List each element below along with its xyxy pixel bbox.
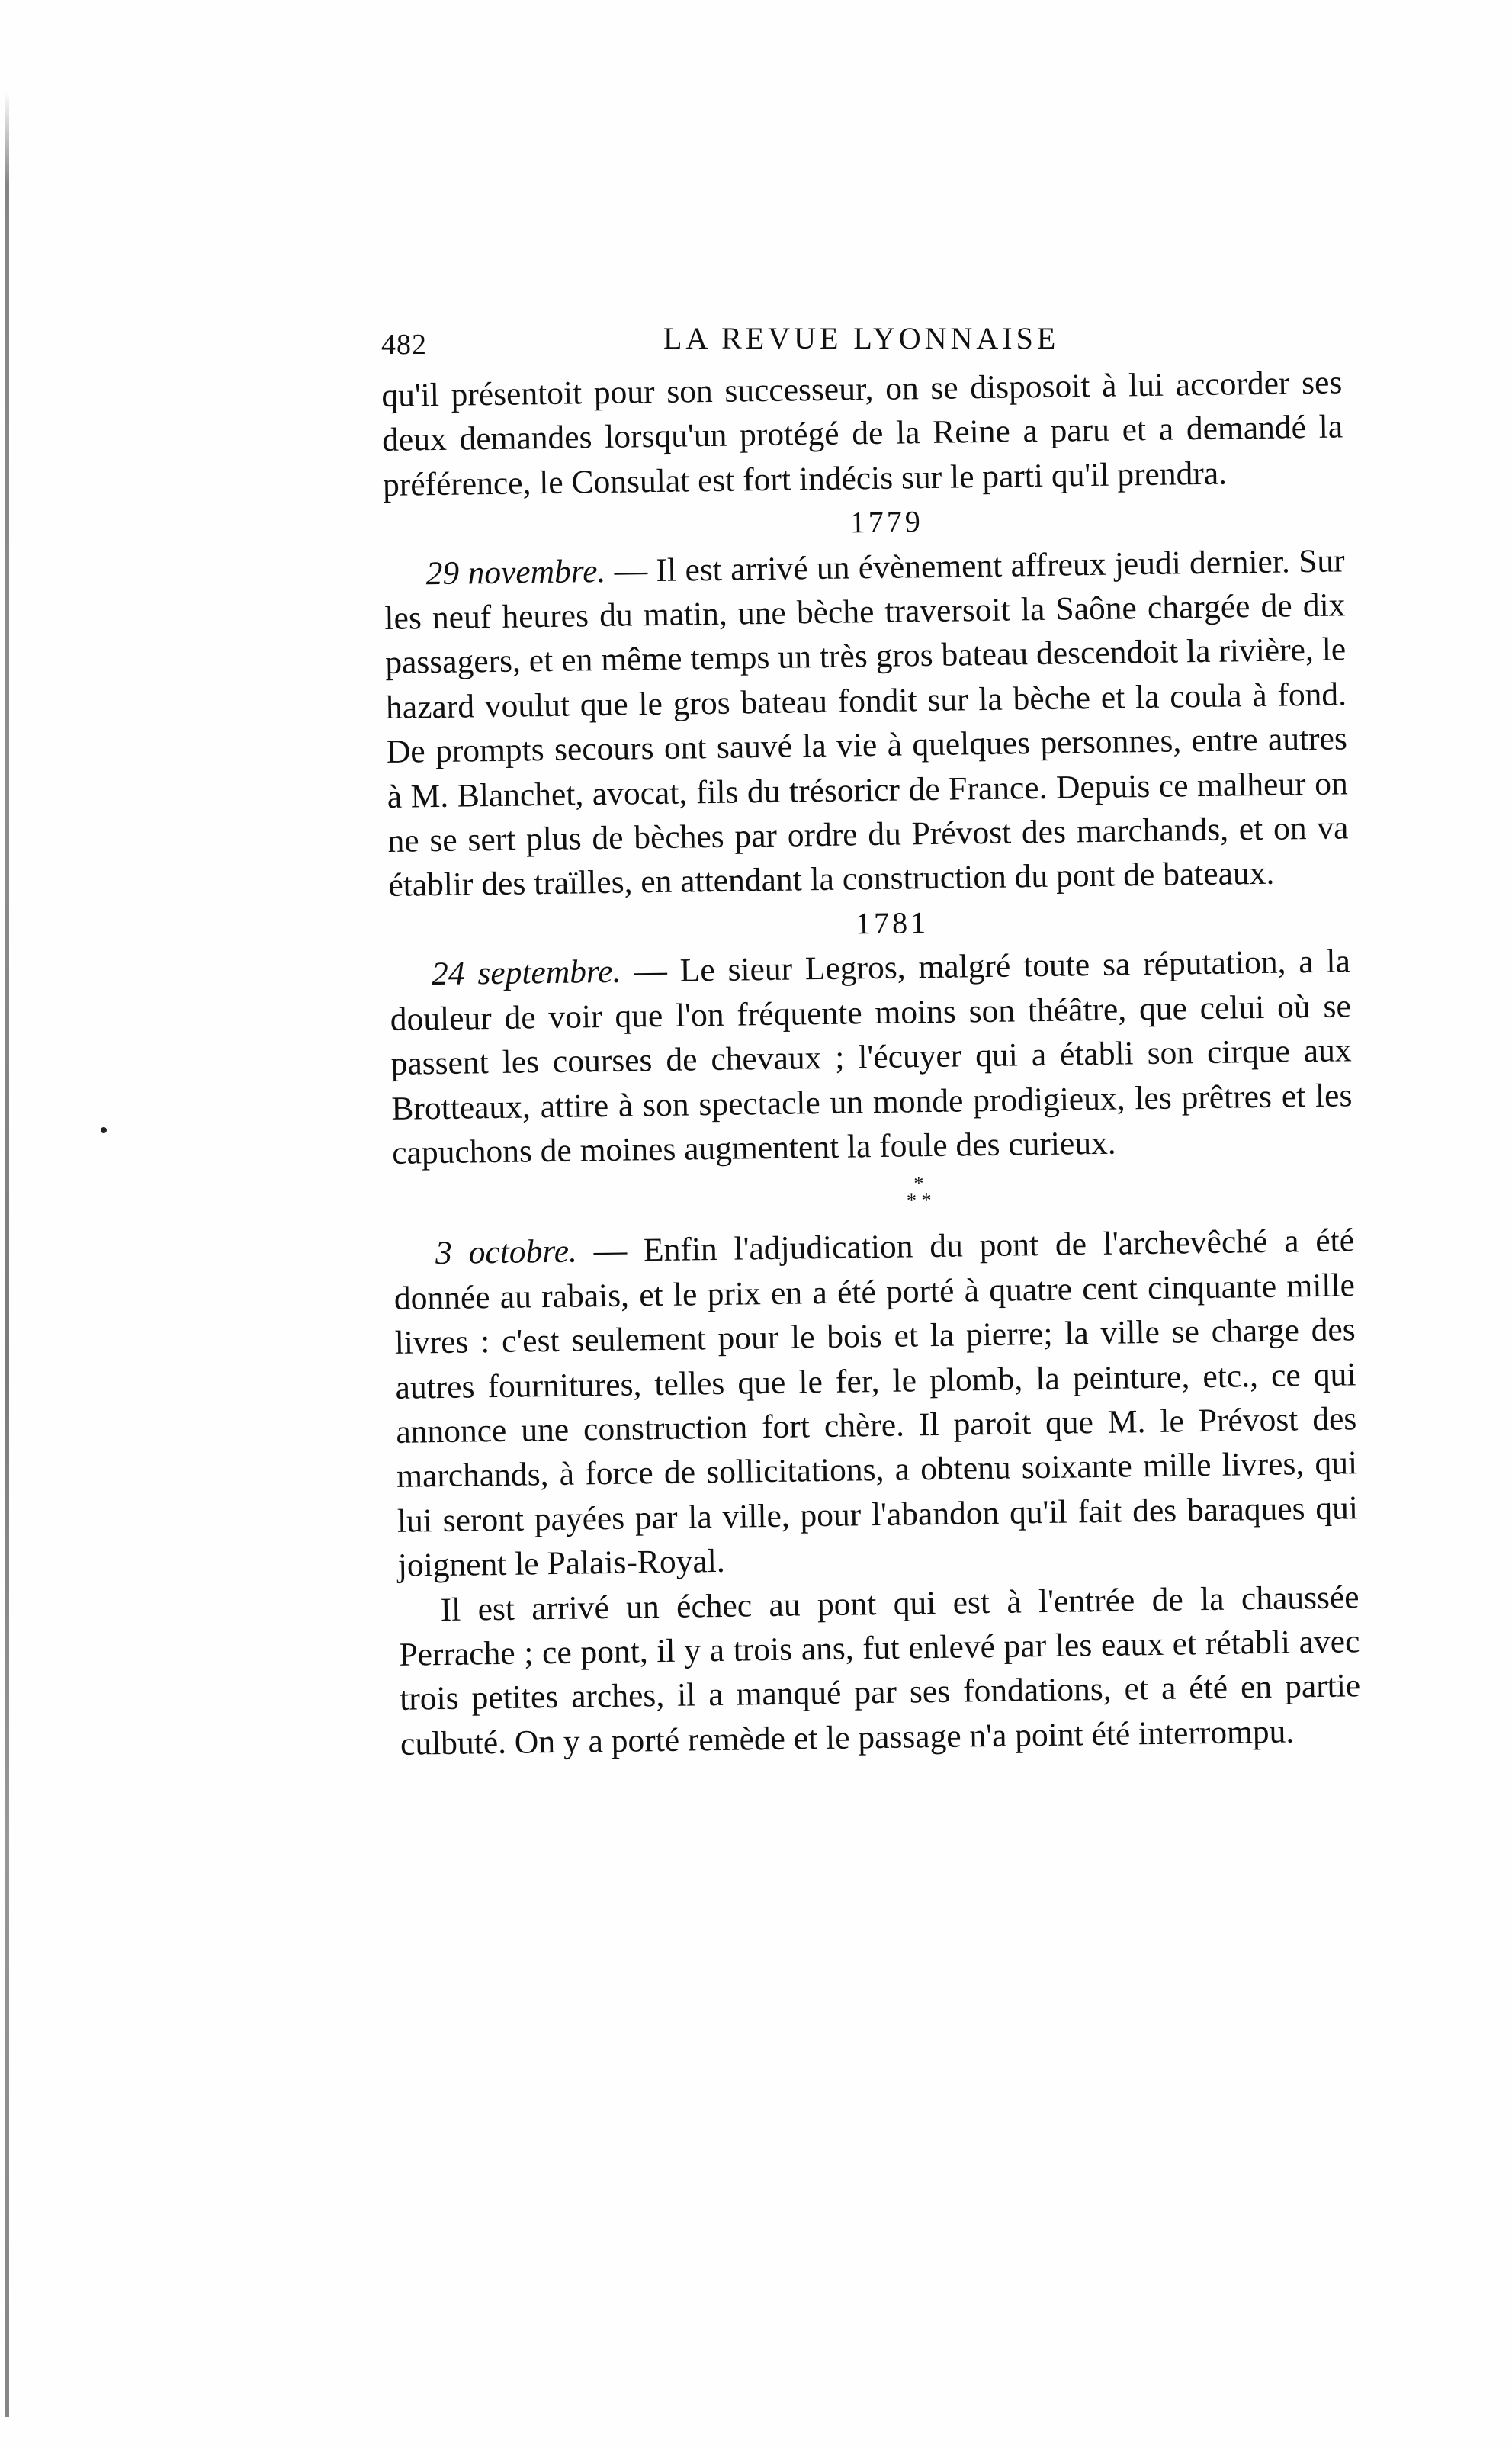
- asterism-separator: [393, 1170, 1353, 1217]
- intro-paragraph: qu'il présentoit pour son successeur, on se disposoit à lui accorder ses deux demandes lorsqu'un protégé de la Reine a paru et a demandé la préférence, le Consulat est fort indécis sur le parti qu'il prendra.: [381, 364, 1343, 503]
- body-text: [381, 360, 1361, 1766]
- year-heading-1781: 1781: [855, 904, 929, 941]
- entry-text: — Le sieur Legros, malgré toute sa réputation, a la douleur de voir que l'on fréquente moins son théâtre, que celui où se passent les courses de chevaux ; l'écuyer qui a établi son cirque aux Brotteaux, attire à son spectacle un monde prodigieux, les prêtres et les capuchons de moines augmentent la foule des curieux.: [390, 943, 1353, 1171]
- entry-1781-october: [393, 1219, 1359, 1589]
- entry-date: 24 septembre.: [431, 953, 621, 993]
- entry-1781-september: [390, 940, 1353, 1176]
- entry-date: 3 octobre.: [435, 1232, 578, 1272]
- page-number: 482: [381, 329, 427, 361]
- entry-text: — Enfin l'adjudication du pont de l'archevêché a été donnée au rabais, et le prix en a été porté à quatre cent cinquante mille livres : c'est seulement pour le bois et la pierre; la ville se charge des autres fournitures, telles que le fer, le plomb, la peinture, etc., ce qui annonce une construction fort chère. Il paroit que M. le Prévost des marchands, à force de sollicitations, a obtenu soixante mille livres, qui lui seront payées par la ville, pour l'abandon qu'il fait des baraques qui joignent le Palais-Royal.: [393, 1222, 1359, 1585]
- final-paragraph: Il est arrivé un échec au pont qui est à l'entrée de la chaussée Perrache ; ce pont, il y a trois ans, fut enlevé par les eaux et rétabli avec trois petites arches, il a manqué par ses fondations, et a été en partie culbuté. On y a porté remède et le passage n'a point été interrompu.: [399, 1578, 1361, 1762]
- asterism-top: *: [913, 1172, 924, 1195]
- asterism-bottom: * *: [906, 1189, 932, 1212]
- scan-edge-artifact: [5, 92, 9, 2417]
- entry-1779-november: [384, 538, 1349, 908]
- entry-text: — Il est arrivé un évènement affreux jeudi dernier. Sur les neuf heures du matin, une bèche traversoit la Saône chargée de dix passagers, et en même temps un très gros bateau descendoit la rivière, le hazard voulut que le gros bateau fondit sur la bèche et la coula à fond. De prompts secours ont sauvé la vie à quelques personnes, entre autres à M. Blanchet, avocat, fils du trésoricr de France. Depuis ce malheur on ne se sert plus de bèches par ordre du Prévost des marchands, et on va établir des traïlles, en attendant la construction du pont de bateaux.: [384, 542, 1349, 904]
- entry-date: 29 novembre.: [425, 552, 606, 592]
- year-heading-1779: 1779: [849, 504, 924, 540]
- running-title: LA REVUE LYONNAISE: [663, 321, 1060, 355]
- scan-dust-speck: [101, 1127, 107, 1133]
